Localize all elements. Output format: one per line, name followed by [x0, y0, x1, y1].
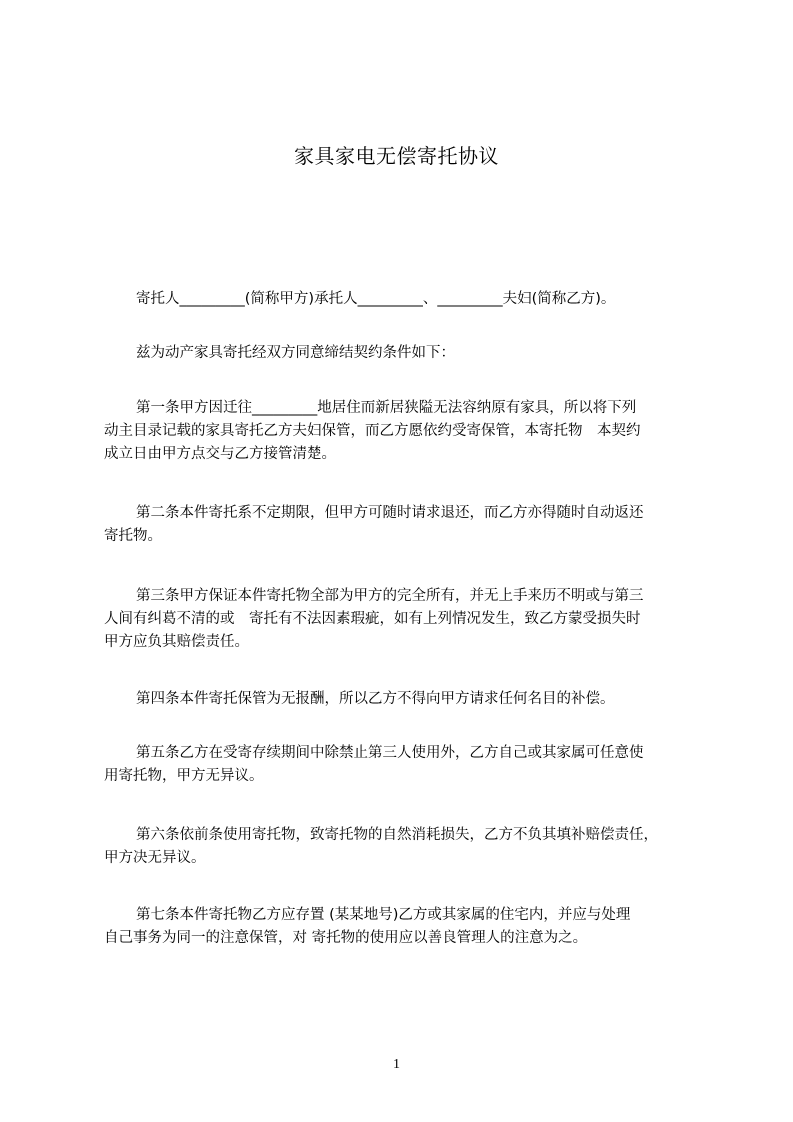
paragraph-line: 第六条依前条使用寄托物，致寄托物的自然消耗损失，乙方不负其填补赔偿责任， [136, 827, 658, 843]
document-title: 家具家电无偿寄托协议 [294, 144, 499, 168]
paragraph-preamble [104, 342, 704, 365]
paragraph-line: 第四条本件寄托保管为无报酬，所以乙方不得向甲方请求任何名目的补偿。 [136, 691, 615, 707]
paragraph-article-4 [104, 688, 704, 711]
paragraph-line: 兹为动产家具寄托经双方同意缔结契约条件如下： [136, 345, 455, 361]
paragraph-article-6 [104, 824, 704, 870]
paragraph-line: 动主目录记载的家具寄托乙方夫妇保管，而乙方愿依约受寄保管，本寄托物 本契约 [104, 423, 641, 439]
paragraph-article-7 [104, 904, 704, 950]
paragraph-parties [104, 288, 704, 311]
paragraph-article-5 [104, 742, 704, 788]
page-number: 1 [393, 1057, 400, 1072]
paragraph-line: 第五条乙方在受寄存续期间中除禁止第三人使用外，乙方自己或其家属可任意使 [136, 745, 644, 761]
paragraph-line: 自己事务为同一的注意保管，对 寄托物的使用应以善良管理人的注意为之。 [104, 930, 588, 946]
paragraph-line: 人间有纠葛不清的或 寄托有不法因素瑕疵，如有上列情况发生，致乙方蒙受损失时 [104, 611, 641, 627]
paragraph-line: 第二条本件寄托系不定期限，但甲方可随时请求退还，而乙方亦得随时自动返还 [136, 505, 644, 521]
paragraph-article-1 [104, 397, 704, 466]
paragraph-line: 甲方决无异议。 [104, 850, 206, 866]
paragraph-line: 用寄托物，甲方无异议。 [104, 768, 264, 784]
paragraph-article-3 [104, 585, 704, 654]
paragraph-article-2 [104, 502, 704, 548]
paragraph-line: 第三条甲方保证本件寄托物全部为甲方的完全所有，并无上手来历不明或与第三 [136, 588, 644, 604]
paragraph-line: 成立日由甲方点交与乙方接管清楚。 [104, 446, 336, 462]
paragraph-line: 寄托人_________(简称甲方)承托人_________、_________夫妇(简称乙方)。 [136, 291, 616, 307]
paragraph-line: 寄托物。 [104, 528, 162, 544]
paragraph-line: 第一条甲方因迁往_________地居住而新居狭隘无法容纳原有家具，所以将下列 [136, 400, 637, 416]
paragraph-line: 第七条本件寄托物乙方应存置 (某某地号)乙方或其家属的住宅内，并应与处理 [136, 907, 631, 923]
paragraph-line: 甲方应负其赔偿责任。 [104, 634, 249, 650]
